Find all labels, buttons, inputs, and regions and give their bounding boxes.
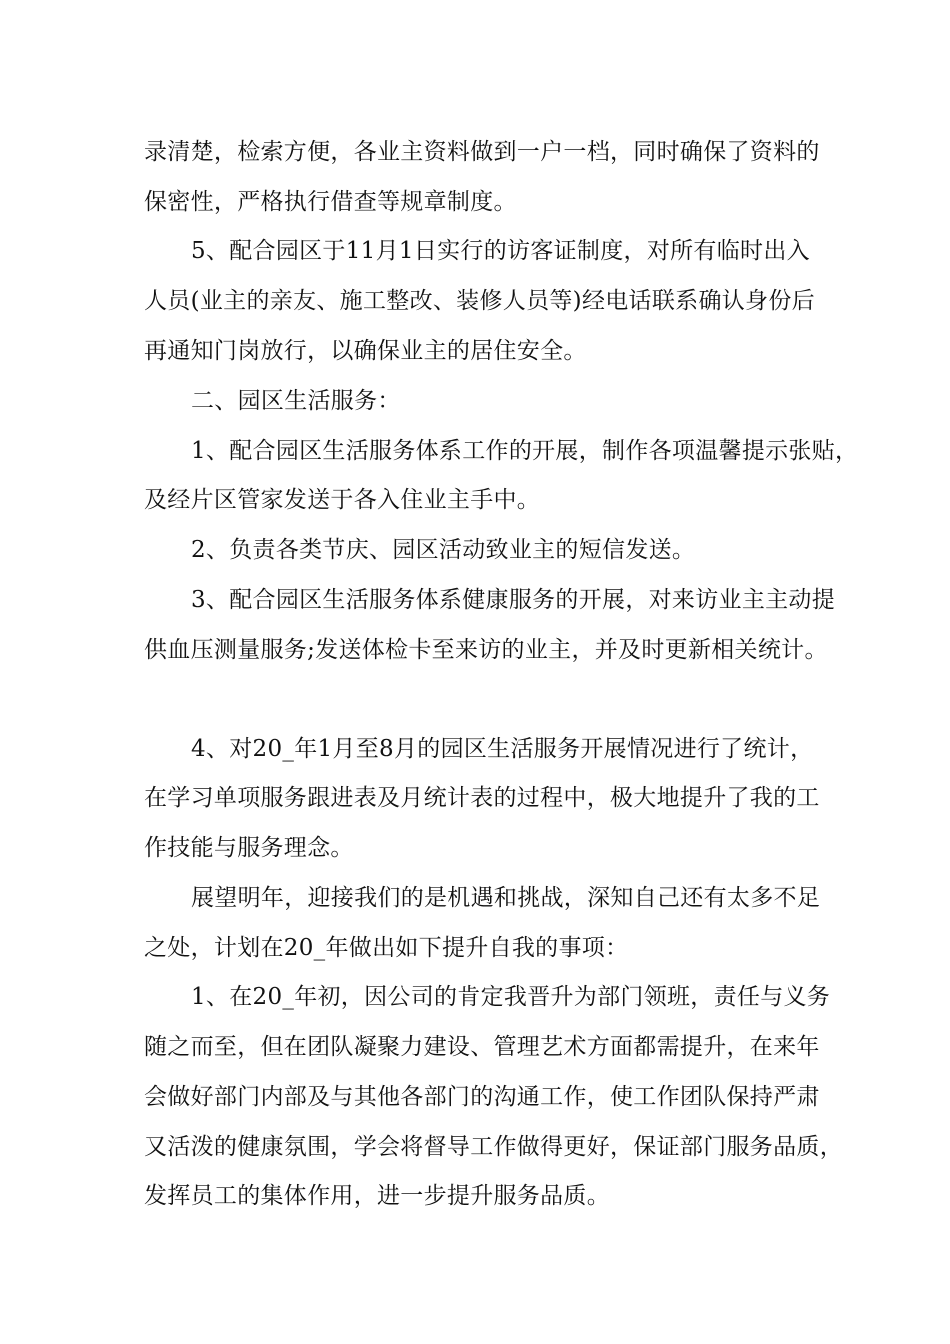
text-line: 再通知门岗放行，以确保业主的居住安全。 bbox=[144, 338, 587, 364]
text-line: 发挥员工的集体作用，进一步提升服务品质。 bbox=[144, 1183, 610, 1209]
text-line: 1、在20_年初，因公司的肯定我晋升为部门领班，责任与义务 bbox=[191, 984, 831, 1010]
text-line: 展望明年，迎接我们的是机遇和挑战，深知自己还有太多不足 bbox=[191, 885, 821, 911]
text-line: 又活泼的健康氛围，学会将督导工作做得更好，保证部门服务品质， bbox=[144, 1134, 843, 1160]
text-line: 随之而至，但在团队凝聚力建设、管理艺术方面都需提升，在来年 bbox=[144, 1034, 820, 1060]
text-line: 供血压测量服务;发送体检卡至来访的业主，并及时更新相关统计。 bbox=[144, 637, 828, 663]
text-line: 保密性，严格执行借查等规章制度。 bbox=[144, 189, 517, 215]
text-line: 人员(业主的亲友、施工整改、装修人员等)经电话联系确认身份后 bbox=[144, 288, 815, 314]
text-line: 及经片区管家发送于各入住业主手中。 bbox=[144, 487, 541, 513]
text-line: 作技能与服务理念。 bbox=[144, 835, 354, 861]
text-line: 4、对20_年1月至8月的园区生活服务开展情况进行了统计， bbox=[191, 736, 814, 762]
text-line: 3、配合园区生活服务体系健康服务的开展，对来访业主主动提 bbox=[191, 587, 836, 613]
text-line: 在学习单项服务跟进表及月统计表的过程中，极大地提升了我的工 bbox=[144, 785, 820, 811]
text-line: 2、负责各类节庆、园区活动致业主的短信发送。 bbox=[191, 537, 696, 563]
text-line: 1、配合园区生活服务体系工作的开展，制作各项温馨提示张贴， bbox=[191, 438, 859, 464]
text-line: 之处，计划在20_年做出如下提升自我的事项： bbox=[144, 935, 629, 961]
section-heading: 二、园区生活服务： bbox=[191, 388, 401, 414]
text-line: 5、配合园区于11月1日实行的访客证制度，对所有临时出入 bbox=[191, 238, 810, 264]
text-line: 录清楚，检索方便，各业主资料做到一户一档，同时确保了资料的 bbox=[144, 139, 820, 165]
text-line: 会做好部门内部及与其他各部门的沟通工作，使工作团队保持严肃 bbox=[144, 1084, 820, 1110]
